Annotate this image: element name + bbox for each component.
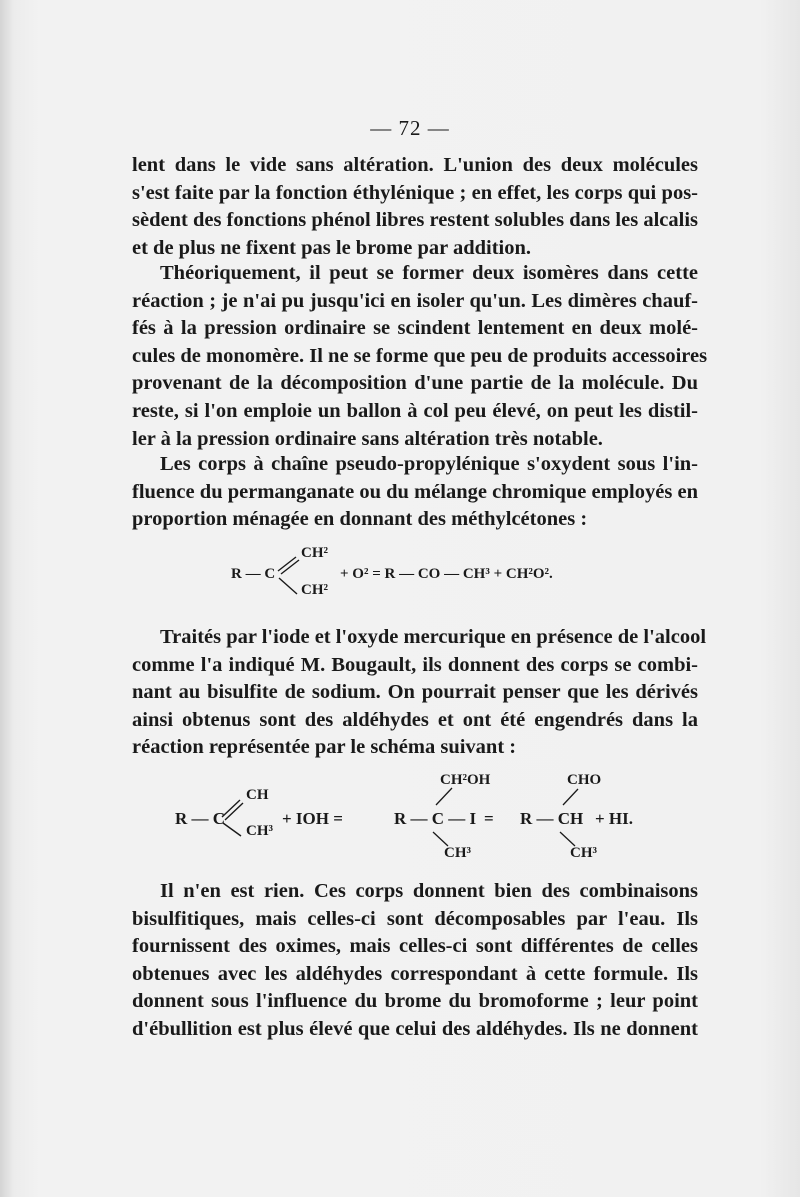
scheme-intermediate-top: CH²OH xyxy=(440,772,491,788)
text-line: lent dans le vide sans altération. L'union des deux molécules xyxy=(132,154,698,176)
paragraph-5 xyxy=(132,878,698,1044)
scheme-byproduct: + HI. xyxy=(595,809,634,828)
text-line: Théoriquement, il peut se former deux isomères dans cette xyxy=(160,262,698,284)
scheme-equals: = xyxy=(484,809,494,828)
text-line: obtenues avec les aldéhydes correspondant à cette formule. Ils xyxy=(132,962,698,985)
scheme-intermediate: R — C — I xyxy=(394,809,477,828)
text-line: reste, si l'on emploie un ballon à col peu élevé, on peut les distil- xyxy=(132,399,698,422)
text-line: fournissent des oximes, mais celles-ci sont différentes de celles xyxy=(132,935,698,958)
text-line: s'est faite par la fonction éthylénique ; en effet, les corps qui pos- xyxy=(132,181,698,204)
text-line: comme l'a indiqué M. Bougault, ils donnent des corps se combi- xyxy=(132,653,698,676)
text-line: cules de monomère. Il ne se forme que peu de produits accessoires xyxy=(132,344,708,367)
formula-rest: + O² = R — CO — CH³ + CH²O². xyxy=(340,566,553,582)
text-line: Les corps à chaîne pseudo-propylénique s'oxydent sous l'in- xyxy=(160,453,698,475)
text-line: sèdent des fonctions phénol libres restent solubles dans les alcalis xyxy=(132,209,698,232)
text-line: réaction ; je n'ai pu jusqu'ici en isoler qu'un. Les dimères chauf- xyxy=(132,289,698,312)
text-line: ler à la pression ordinaire sans altération très notable. xyxy=(132,427,603,450)
scheme-reagent: + IOH = xyxy=(282,809,343,828)
scheme-reactant-bottom: CH³ xyxy=(246,823,273,839)
text-line: Traités par l'iode et l'oxyde mercurique en présence de l'alcool xyxy=(160,626,707,648)
scheme-reactant-top: CH xyxy=(246,787,269,803)
text-line: bisulfitiques, mais celles-ci sont décomposables par l'eau. Ils xyxy=(132,907,698,930)
text-line: ainsi obtenus sont des aldéhydes et ont été engendrés dans la xyxy=(132,708,698,731)
text-line: réaction représentée par le schéma suivant : xyxy=(132,736,517,759)
scheme-product-top: CHO xyxy=(567,772,602,788)
scheme-product-bottom: CH³ xyxy=(570,845,597,861)
scheme-intermediate-bottom: CH³ xyxy=(444,845,471,861)
text-line: proportion ménagée en donnant des méthylcétones : xyxy=(132,508,588,531)
scheme-reactant: R — C xyxy=(175,809,226,828)
text-line: fés à la pression ordinaire se scindent lentement en deux molé- xyxy=(132,317,698,340)
scheme-product: R — CH xyxy=(520,809,584,828)
text-line: d'ébullition est plus élevé que celui des aldéhydes. Ils ne donnent xyxy=(132,1017,698,1040)
text-line: Il n'en est rien. Ces corps donnent bien des combinaisons xyxy=(160,880,698,902)
formula-top-group: CH² xyxy=(301,545,328,561)
formula-left: R — C xyxy=(231,566,276,582)
text-line: provenant de la décomposition d'une partie de la molécule. Du xyxy=(132,372,698,395)
text-line: nant au bisulfite de sodium. On pourrait penser que les dérivés xyxy=(132,681,698,704)
text-line: donnent sous l'influence du brome du bromoforme ; leur point xyxy=(132,990,698,1013)
text-line: et de plus ne fixent pas le brome par addition. xyxy=(132,236,532,259)
formula-bottom-group: CH² xyxy=(301,582,328,598)
text-line: fluence du permanganate ou du mélange chromique employés en xyxy=(132,480,698,503)
page-number: — 72 — xyxy=(370,116,450,140)
